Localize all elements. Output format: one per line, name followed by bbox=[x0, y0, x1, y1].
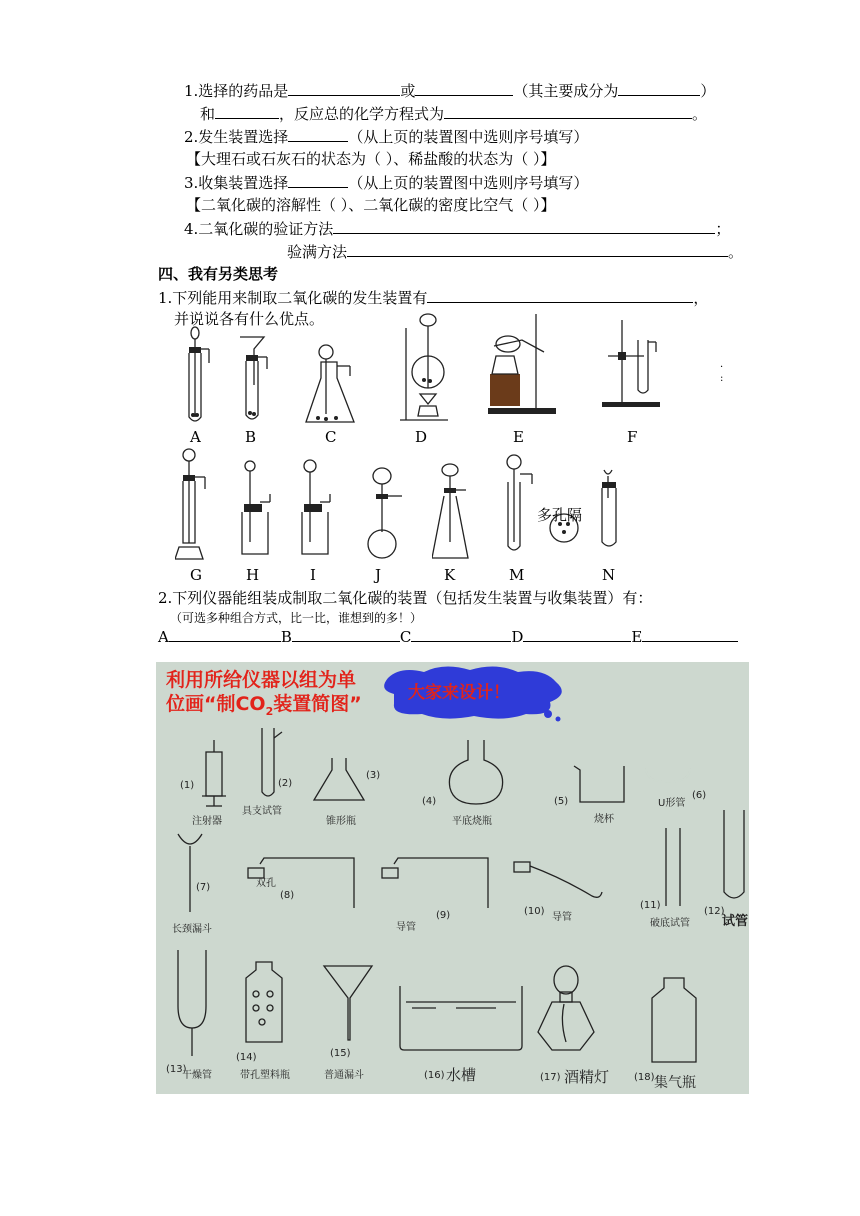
beaker-image bbox=[572, 762, 632, 806]
delivery-tube-image bbox=[512, 858, 608, 908]
gas-jar-image bbox=[646, 974, 706, 1068]
item-11-num: (11) bbox=[640, 900, 661, 911]
common-funnel-image bbox=[320, 962, 380, 1042]
item-4-name: 平底烧瓶 bbox=[452, 816, 492, 827]
item-6-name: U形管 bbox=[658, 798, 686, 809]
label-c: C bbox=[325, 428, 337, 446]
porous-label: 多孔隔 bbox=[537, 506, 583, 524]
item-5-num: (5) bbox=[554, 796, 569, 807]
item-3-num: (3) bbox=[366, 770, 381, 781]
q3-line1: 3.收集装置选择 （从上页的装置图中选则序号填写） bbox=[184, 174, 589, 192]
item-9-name: 导管 bbox=[396, 922, 416, 933]
answer-row: A B C D E bbox=[158, 626, 738, 647]
item-5-name: 烧杯 bbox=[594, 814, 614, 825]
label-e: E bbox=[513, 428, 524, 446]
item-8-num: (8) bbox=[280, 890, 295, 901]
label-a: A bbox=[190, 428, 201, 446]
item-18-name: 集气瓶 bbox=[654, 1075, 696, 1091]
section-title: 四、我有另类思考 bbox=[158, 265, 279, 283]
item-6-num: (6) bbox=[692, 790, 707, 801]
q4-line2: 验满方法 。 bbox=[287, 243, 744, 261]
apparatus-a-image bbox=[175, 325, 215, 430]
label-k: K bbox=[444, 566, 456, 584]
item-2-num: (2) bbox=[278, 778, 293, 789]
answer-blank-drug1[interactable] bbox=[288, 80, 400, 96]
item-18-num: (18) bbox=[634, 1072, 655, 1083]
item-13-num: (13) bbox=[166, 1064, 187, 1075]
apparatus-i-image bbox=[298, 458, 338, 558]
item-7-name: 长颈漏斗 bbox=[172, 924, 212, 935]
answer-blank-combo-a[interactable] bbox=[169, 626, 281, 642]
item-1-num: (1) bbox=[180, 780, 195, 791]
long-funnel-image bbox=[176, 830, 206, 914]
apparatus-f-image bbox=[600, 318, 664, 408]
item-12-num: (12) bbox=[704, 906, 725, 917]
panel-title: 利用所给仪器以组为单 位画“制$CO_2$装置简图” bbox=[166, 669, 362, 718]
answer-blank-component2[interactable] bbox=[215, 103, 279, 119]
q2-line1: 2.发生装置选择 （从上页的装置图中选则序号填写） bbox=[184, 128, 589, 146]
q2-state: 【大理石或石灰石的状态为（ ）、稀盐酸的状态为（ ）】 bbox=[186, 150, 556, 168]
item-2-name: 具支试管 bbox=[242, 806, 282, 817]
apparatus-h-image bbox=[238, 458, 278, 558]
syringe-image bbox=[198, 740, 238, 810]
test-tube-image bbox=[720, 808, 749, 904]
answer-blank-combo-d[interactable] bbox=[523, 626, 631, 642]
answer-blank-equation[interactable] bbox=[444, 103, 692, 119]
apparatus-d-image bbox=[398, 308, 458, 428]
holed-bottle-image bbox=[242, 960, 292, 1046]
label-g: G bbox=[190, 566, 202, 584]
alcohol-lamp-image bbox=[534, 962, 604, 1058]
apparatus-c-image bbox=[302, 342, 362, 428]
item-7-num: (7) bbox=[196, 882, 211, 893]
section4-p1: 1.下列能用来制取二氧化碳的发生装置有 ， bbox=[158, 289, 709, 307]
apparatus-e-image bbox=[486, 312, 566, 418]
item-16-name: 水槽 bbox=[446, 1066, 477, 1084]
stray-mark: · : bbox=[720, 362, 724, 384]
item-8-name: 双孔 bbox=[256, 878, 276, 889]
u-tube-image bbox=[642, 732, 698, 788]
label-h: H bbox=[246, 566, 260, 584]
section4-p2: 2.下列仪器能组装成制取二氧化碳的装置（包括发生装置与收集装置）有： bbox=[158, 589, 653, 607]
answer-blank-combo-e[interactable] bbox=[642, 626, 738, 642]
label-n: N bbox=[602, 566, 616, 584]
apparatus-n-image bbox=[596, 468, 626, 558]
answer-blank-verify[interactable] bbox=[333, 218, 715, 234]
instrument-panel bbox=[156, 662, 749, 1094]
bent-tube-image bbox=[378, 854, 498, 914]
answer-blank-drug2[interactable] bbox=[415, 80, 513, 96]
label-i: I bbox=[310, 566, 316, 584]
item-17-num: (17) bbox=[540, 1072, 561, 1083]
item-11-name: 破底试管 bbox=[650, 918, 690, 929]
apparatus-j-image bbox=[362, 466, 410, 562]
section4-p1-line2: 并说说各有什么优点。 bbox=[174, 310, 325, 328]
label-b: B bbox=[245, 428, 257, 446]
item-1-name: 注射器 bbox=[192, 816, 222, 827]
q1-line1: 1.选择的药品是 或 （其主要成分为 ） bbox=[184, 82, 716, 100]
answer-blank-generator[interactable] bbox=[288, 126, 348, 142]
item-16-num: (16) bbox=[424, 1070, 445, 1081]
item-14-num: (14) bbox=[236, 1052, 257, 1063]
label-f: F bbox=[627, 428, 638, 446]
q3-solubility: 【二氧化碳的溶解性（ ）、二氧化碳的密度比空气（ ）】 bbox=[186, 196, 556, 214]
bottomless-tube-image bbox=[662, 826, 684, 910]
item-10-num: (10) bbox=[524, 906, 545, 917]
item-12-name: 试管 bbox=[722, 914, 749, 929]
apparatus-k-image bbox=[432, 462, 476, 562]
q1-line2: 和 ，反应总的化学方程式为 。 bbox=[200, 105, 708, 123]
q4-line1: 4.二氧化碳的验证方法 ； bbox=[184, 220, 731, 238]
apparatus-b-image bbox=[235, 335, 275, 425]
answer-blank-devices[interactable] bbox=[427, 287, 693, 303]
cloud-text: 大家来设计！ bbox=[408, 683, 510, 703]
item-10-name: 导管 bbox=[552, 912, 572, 923]
answer-blank-collector[interactable] bbox=[288, 172, 348, 188]
answer-blank-component1[interactable] bbox=[618, 80, 700, 96]
label-m: M bbox=[509, 566, 525, 584]
water-trough-image bbox=[396, 982, 528, 1054]
item-15-num: (15) bbox=[330, 1048, 351, 1059]
label-d: D bbox=[415, 428, 428, 446]
apparatus-g-image bbox=[175, 447, 219, 565]
item-17-name: 酒精灯 bbox=[564, 1068, 610, 1086]
label-j: J bbox=[375, 566, 382, 584]
item-15-name: 普通漏斗 bbox=[324, 1070, 364, 1081]
section4-p2-hint: （可选多种组合方式，比一比，谁想到的多！） bbox=[170, 611, 423, 625]
drying-tube-image bbox=[172, 948, 212, 1062]
conical-flask-image bbox=[312, 756, 368, 806]
answer-blank-full-check[interactable] bbox=[347, 241, 728, 257]
item-3-name: 锥形瓶 bbox=[326, 816, 356, 827]
item-4-num: (4) bbox=[422, 796, 437, 807]
flat-flask-image bbox=[444, 738, 508, 808]
answer-blank-combo-c[interactable] bbox=[411, 626, 511, 642]
item-13-name: 干燥管 bbox=[182, 1070, 212, 1081]
item-9-num: (9) bbox=[436, 910, 451, 921]
branch-tube-image bbox=[254, 726, 284, 806]
answer-blank-combo-b[interactable] bbox=[292, 626, 400, 642]
item-14-name: 带孔塑料瓶 bbox=[240, 1070, 290, 1081]
